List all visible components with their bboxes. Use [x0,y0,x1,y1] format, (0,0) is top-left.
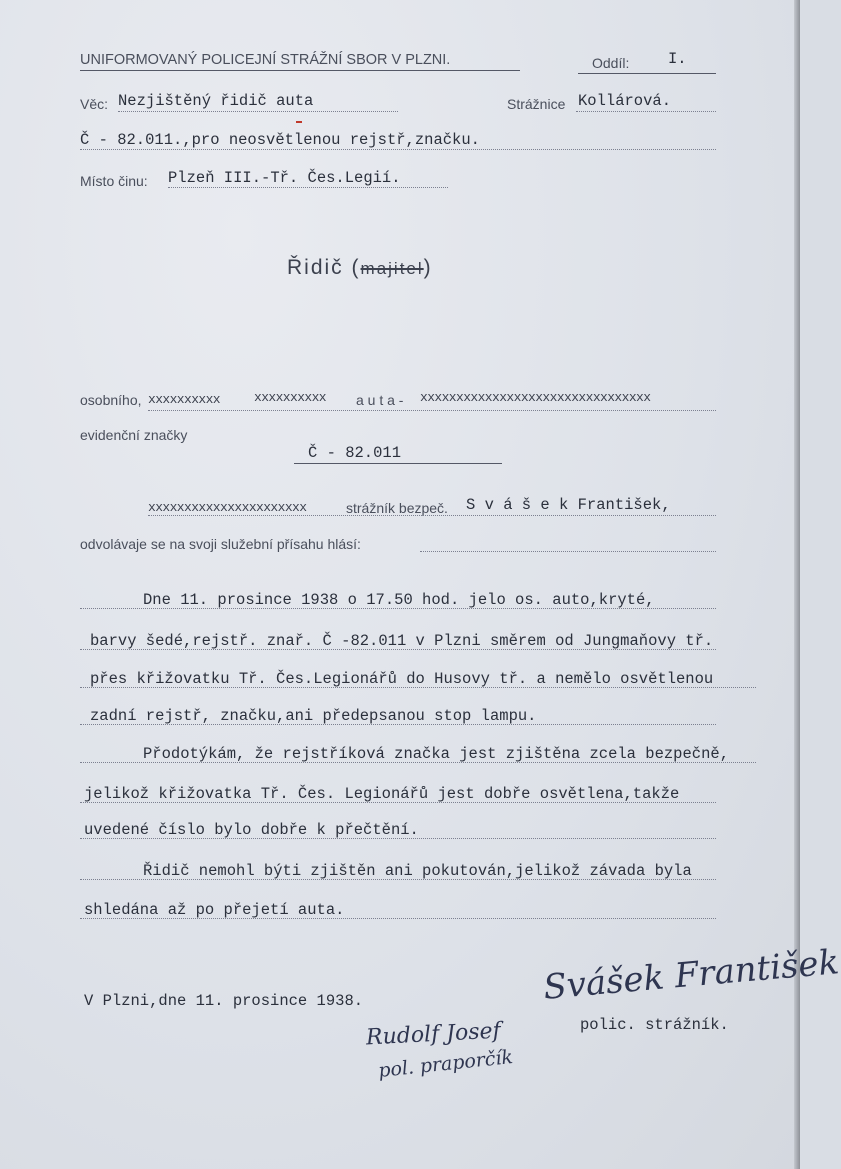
body-line-9: shledána až po přejetí auta. [84,901,345,919]
page-edge [794,0,800,1169]
body-line-2: barvy šedé,rejstř. znař. Č -82.011 v Plzni směrem od Jungmaňovy tř. [90,632,714,650]
officer-xout: xxxxxxxxxxxxxxxxxxxxxx [148,500,307,515]
body-dots-2 [80,649,716,650]
body-line-4: zadní rejstř, značku,ani předepsanou stop lampu. [90,707,537,725]
body-dots-7 [80,838,716,839]
body-dots-6 [80,802,716,803]
oath-text: odvolávaje se na svoji služební přísahu hlásí: [80,536,361,552]
document-title [287,256,433,280]
body-dots-1 [80,608,716,609]
vehicle-dots [148,410,716,411]
handwritten-title: pol. praporčík [377,1045,515,1083]
section-underline [578,73,716,74]
section-value: I. [668,50,687,68]
body-line-1: Dne 11. prosince 1938 o 17.50 hod. jelo os. auto,kryté, [143,591,655,609]
title-word: Řidič [287,256,344,279]
case-dots [80,149,716,150]
officer-dots [148,515,716,516]
officer-name: S v á š e k František, [466,496,671,514]
reg-underline [294,463,502,464]
body-dots-3 [80,687,756,688]
subject-value: Nezjištěný řidič auta [118,92,314,110]
vehicle-prefix: osobního, [80,392,142,408]
red-mark [296,121,302,123]
station-dots [576,111,716,112]
body-line-8: Řidič nemohl býti zjištěn ani pokutován,jelikož závada byla [143,862,692,880]
subject-dots [118,111,398,112]
officer-signature: Svášek František [541,942,841,1008]
vehicle-xout-2: xxxxxxxxxx [254,390,327,405]
oath-dots [420,551,716,552]
station-value: Kollárová. [578,92,672,110]
body-dots-5 [80,762,756,763]
vehicle-xout-3: xxxxxxxxxxxxxxxxxxxxxxxxxxxxxxxx [420,390,651,405]
vehicle-auta: a u t a - [356,392,404,408]
subject-label: Věc: [80,96,109,112]
case-line: Č - 82.011.,pro neosvětlenou rejstř,značku. [80,131,480,149]
reg-label: evidenční značky [80,427,188,443]
title-struck-word: majitel [360,259,424,278]
place-label: Místo činu: [80,173,148,189]
handwritten-name: Rudolf Josef [365,1018,502,1051]
body-line-6: jelikož křižovatka Tř. Čes. Legionářů jest dobře osvětlena,takže [84,785,680,803]
date-place: V Plzni,dne 11. prosince 1938. [84,992,364,1010]
section-label: Oddíl: [592,55,630,71]
office-name: UNIFORMOVANÝ POLICEJNÍ STRÁŽNÍ SBOR V PLZNI. [80,52,451,68]
body-dots-4 [80,724,716,725]
body-dots-8 [80,879,716,880]
title-paren: ( [351,256,361,279]
place-dots [168,187,448,188]
title-paren-close: ) [423,256,433,279]
body-line-7: uvedené číslo bylo dobře k přečtění. [84,821,419,839]
place-value: Plzeň III.-Tř. Čes.Legií. [168,169,401,187]
station-label: Strážnice [507,96,566,112]
office-underline [80,70,520,71]
body-line-3: přes křižovatku Tř. Čes.Legionářů do Husovy tř. a nemělo osvětlenou [90,670,714,688]
reg-value: Č - 82.011 [308,444,402,462]
officer-rank: strážník bezpeč. [346,500,448,516]
body-dots-9 [80,918,716,919]
vehicle-xout-1: xxxxxxxxxx [148,392,221,407]
officer-title: polic. strážník. [580,1016,729,1034]
body-line-5: Přodotýkám, že rejstříková značka jest zjištěna zcela bezpečně, [143,745,729,763]
